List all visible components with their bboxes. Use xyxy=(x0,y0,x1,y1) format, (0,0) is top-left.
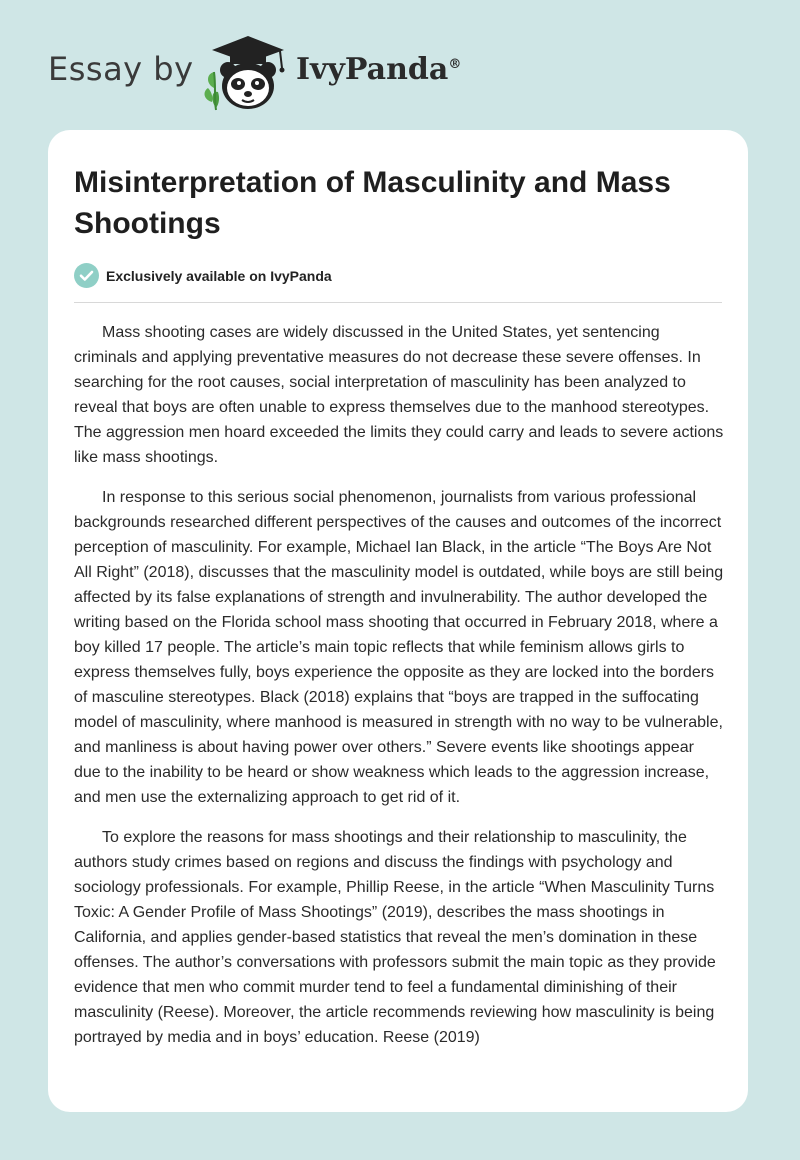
paragraph: To explore the reasons for mass shootings and their relationship to masculinity, the authors study crimes based on regions and discuss the findings with psychology and sociology professionals. For example, Phillip Reese, in the article “When Masculinity Turns Toxic: A Gender Profile of Mass Shootings” (2019), describes the mass shootings in California, and applies gender-based statistics that reveal the men’s domination in these offenses. The author’s conversations with professors submit the main topic as they provide evidence that men who commit murder tend to feel a fundamental diminishing of their masculinity (Reese). Moreover, the article recommends reviewing how masculinity is being portrayed by media and in boys’ education. Reese (2019) xyxy=(74,829,716,1046)
essay-title: Misinterpretation of Masculinity and Mass Shootings xyxy=(74,166,671,240)
paragraph: Mass shooting cases are widely discussed in the United States, yet sentencing criminals and applying preventative measures do not decrease these severe offenses. In searching for the root causes, social interpretation of masculinity has been analyzed to reveal that boys are often unable to express themselves due to the manhood stereotypes. The aggression men hoard exceeded the limits they could carry and leads to severe actions like mass shootings. xyxy=(74,324,724,466)
registered-mark: ® xyxy=(448,57,462,72)
check-icon xyxy=(74,263,99,288)
paragraph: In response to this serious social phenomenon, journalists from various professional backgrounds researched different perspectives of the causes and outcomes of the incorrect perception of masculinity. For example, Michael Ian Black, in the article “The Boys Are Not All Right” (2018), discusses that the masculinity model is outdated, while boys are still being affected by its false explanations of strength and invulnerability. The author developed the writing based on the Florida school mass shooting that occurred in February 2018, where a boy killed 17 people. The article’s main topic reflects that while feminism allows girls to express themselves fully, boys experience the opposite as they are locked into the borders of masculine stereotypes. Black (2018) explains that “boys are trapped in the suffocating model of masculinity, where manhood is measured in strength with no way to be vulnerable, and manliness is about having power over others.” Severe events like shootings appear due to the inability to be heard or show weakness which leads to the aggression increase, and men use the externalizing approach to get rid of it. xyxy=(74,489,724,806)
essay-card xyxy=(48,130,748,1112)
essay-body xyxy=(74,320,724,1065)
divider xyxy=(74,302,722,303)
panda-logo-icon[interactable] xyxy=(202,30,294,112)
exclusive-label: Exclusively available on IvyPanda xyxy=(106,268,332,284)
essay-by-label: Essay by xyxy=(48,50,194,88)
site-header xyxy=(48,30,548,120)
brand-label: IvyPanda xyxy=(296,52,449,87)
brand-name[interactable] xyxy=(296,52,461,87)
